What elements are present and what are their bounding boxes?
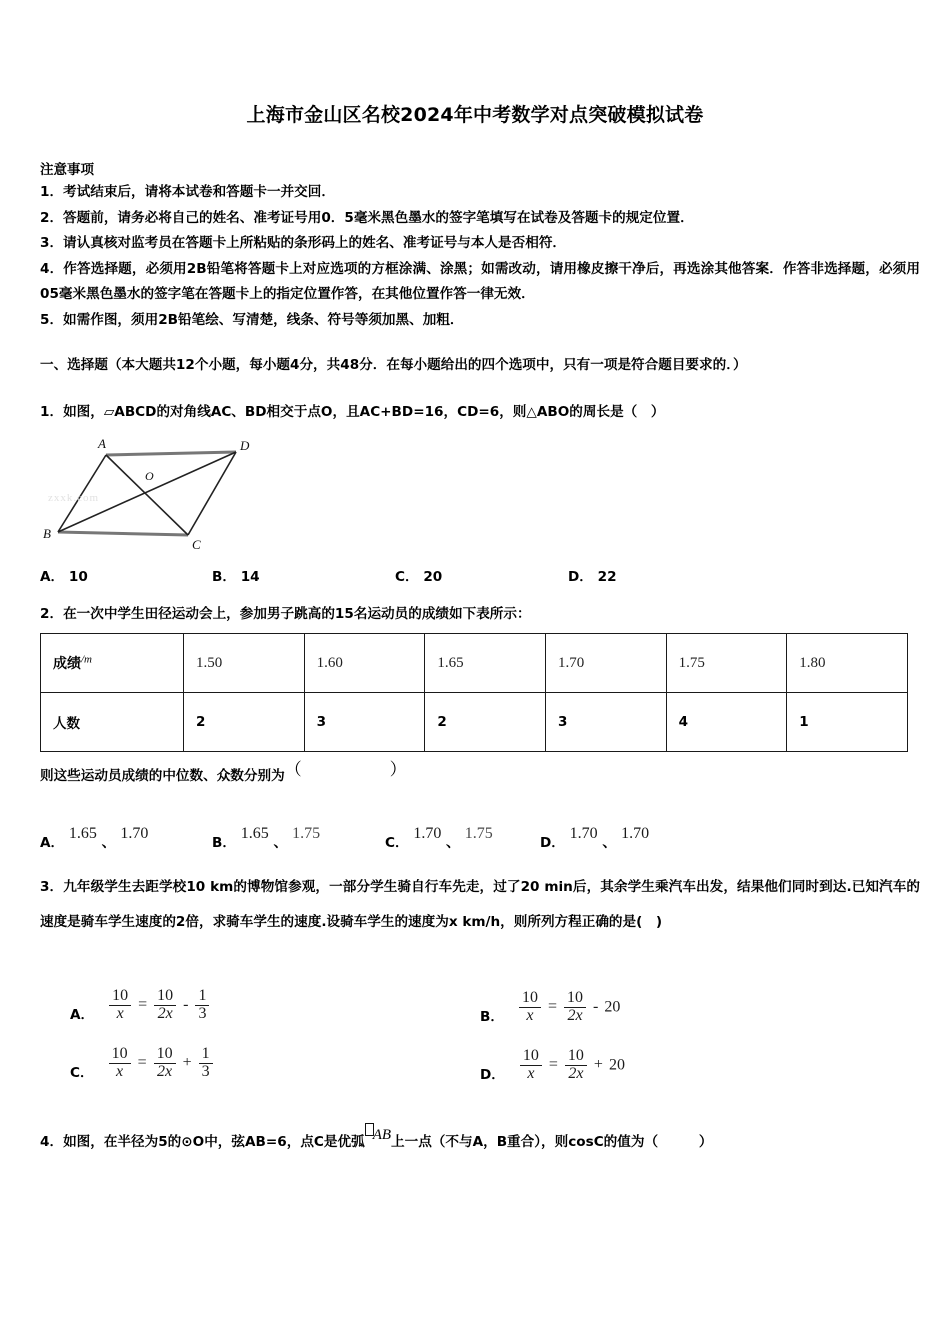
- vertex-label-a: A: [98, 436, 106, 451]
- option-2a-label: A．: [40, 835, 65, 851]
- equals-sign: =: [138, 996, 148, 1014]
- option-1b-value: 14: [240, 569, 260, 585]
- option-1a[interactable]: [40, 565, 88, 585]
- table-row-scores: [41, 634, 908, 693]
- notice-item: 2．答题前，请务必将自己的姓名、准考证号用0．5毫米黑色墨水的签字笔填写在试卷及答题卡的规定位置．: [40, 209, 694, 226]
- question-1-body: 如图，▱ABCD的对角线AC、BD相交于点O，且AC+BD=16，CD=6，则△ABO的周长是（ ）: [63, 404, 665, 420]
- table-row-counts: [41, 693, 908, 752]
- tail-constant: 20: [604, 998, 621, 1016]
- option-1c[interactable]: [395, 565, 442, 585]
- question-2-tail: [40, 757, 640, 790]
- option-2d-second: 1.70: [621, 825, 650, 842]
- arc-ab-symbol: [365, 1123, 391, 1149]
- option-2a-first: 1.65: [68, 825, 97, 842]
- option-2b-label: B．: [212, 835, 236, 851]
- option-1a-value: 10: [68, 569, 88, 585]
- equals-sign: =: [547, 998, 557, 1016]
- notice-list: [40, 180, 920, 333]
- fraction-lhs: $\frac{10}{x}$: [520, 1048, 542, 1083]
- fraction-lhs: $\frac{10}{x}$: [519, 990, 541, 1025]
- fraction-rhs: $\frac{10}{2x}$: [564, 990, 586, 1025]
- count-cell: 2: [425, 693, 546, 752]
- option-2b-first: 1.65: [240, 825, 269, 842]
- count-cell: 3: [545, 693, 666, 752]
- vertex-label-d: D: [240, 438, 250, 453]
- option-3c[interactable]: [70, 1046, 214, 1081]
- option-2d-first: 1.70: [569, 825, 598, 842]
- option-2d-label: D．: [540, 835, 565, 851]
- notice-heading: 注意事项: [40, 162, 94, 178]
- question-4-number: 4．: [40, 1134, 64, 1150]
- notice-item: 4．作答选择题，必须用2B铅笔将答题卡上对应选项的方框涂满、涂黑；如需改动，请用橡皮擦干净后，再选涂其他答案．作答非选择题，必须用05毫米黑色墨水的签字笔在答题卡上的指定位置作答，在其他位置作答一律无效．: [40, 260, 920, 302]
- option-2a-second: 1.70: [120, 825, 149, 842]
- row-header-score: [41, 634, 184, 693]
- operator-sign: -: [593, 998, 599, 1016]
- option-2b[interactable]: [212, 825, 321, 852]
- count-cell: 3: [304, 693, 425, 752]
- operator-sign: -: [183, 996, 189, 1014]
- question-1-stem: [40, 400, 920, 426]
- equals-sign: =: [548, 1056, 558, 1074]
- score-cell: 1.65: [425, 634, 546, 693]
- score-cell: 1.60: [304, 634, 425, 693]
- arc-ab-label: AB: [372, 1127, 392, 1143]
- question-3-body: 九年级学生去距学校10 km的博物馆参观，一部分学生骑自行车先走，过了20 min后，其余学生乘汽车出发，结果他们同时到达.已知汽车的速度是骑车学生速度的2倍，求骑车学生的速度.设骑车学生的速度为x km/h，则所列方程正确的是( ): [40, 879, 920, 930]
- vertex-label-o: O: [145, 469, 154, 483]
- question-2-body: 在一次中学生田径运动会上，参加男子跳高的15名运动员的成绩如下表所示：: [63, 606, 531, 622]
- equals-sign: =: [137, 1054, 147, 1072]
- question-2-answer-paren: （ ）: [284, 760, 425, 779]
- option-2c-first: 1.70: [413, 825, 442, 842]
- option-3a[interactable]: [70, 988, 210, 1023]
- fraction-rhs: $\frac{10}{2x}$: [565, 1048, 587, 1083]
- option-2c-sep: 、: [446, 835, 461, 851]
- option-3d[interactable]: [480, 1048, 625, 1083]
- count-cell: 4: [666, 693, 787, 752]
- watermark: zxxk.com: [48, 492, 100, 504]
- question-3-number: 3．: [40, 879, 64, 895]
- option-2c-label: C．: [385, 835, 409, 851]
- fraction-tail: $\frac{1}{3}$: [199, 1046, 213, 1081]
- page-title: 上海市金山区名校2024年中考数学对点突破模拟试卷: [246, 104, 704, 126]
- question-2-number: 2．: [40, 606, 64, 622]
- option-2b-second: 1.75: [292, 825, 321, 842]
- score-unit: /m: [81, 653, 92, 666]
- option-2d[interactable]: [540, 825, 650, 852]
- fraction-tail: $\frac{1}{3}$: [195, 988, 209, 1023]
- question-1-number: 1．: [40, 404, 64, 420]
- fraction-lhs: $\frac{10}{x}$: [109, 1046, 131, 1081]
- option-1d-value: 22: [597, 569, 617, 585]
- option-1c-label: C．: [395, 569, 419, 585]
- option-2d-sep: 、: [602, 835, 617, 851]
- count-cell: 2: [184, 693, 305, 752]
- question-4-stem: [40, 1127, 930, 1156]
- score-cell: 1.50: [184, 634, 305, 693]
- option-1b[interactable]: [212, 565, 260, 585]
- question-4-body-before: 如图，在半径为5的⊙O中，弦AB=6，点C是优弧: [63, 1134, 365, 1150]
- row-header-count: 人数: [41, 693, 184, 752]
- fraction-lhs: $\frac{10}{x}$: [109, 988, 131, 1023]
- operator-sign: +: [182, 1054, 192, 1072]
- score-cell: 1.75: [666, 634, 787, 693]
- option-1a-label: A．: [40, 569, 65, 585]
- option-3c-label: C．: [70, 1064, 94, 1081]
- notice-item: 1．考试结束后，请将本试卷和答题卡一并交回．: [40, 184, 335, 200]
- vertex-label-c: C: [192, 537, 201, 552]
- notice-item: 3．请认真核对监考员在答题卡上所粘贴的条形码上的姓名、准考证号与本人是否相符．: [40, 235, 567, 251]
- option-1d[interactable]: [568, 565, 617, 585]
- fraction-rhs: $\frac{10}{2x}$: [154, 988, 176, 1023]
- option-2a[interactable]: [40, 825, 149, 852]
- option-1d-label: D．: [568, 569, 593, 585]
- question-2-tail-text: 则这些运动员成绩的中位数、众数分别为: [40, 768, 285, 784]
- operator-sign: +: [593, 1056, 603, 1074]
- option-2c[interactable]: [385, 825, 493, 852]
- question-2-stem: [40, 602, 920, 628]
- option-2c-second: 1.75: [464, 825, 493, 842]
- vertex-label-b: B: [43, 526, 51, 541]
- option-3a-label: A．: [70, 1006, 95, 1023]
- option-3b[interactable]: [480, 990, 620, 1025]
- arc-glyph-box: [365, 1123, 374, 1136]
- option-1c-value: 20: [423, 569, 443, 585]
- tail-constant: 20: [608, 1056, 625, 1074]
- question-4-body-after: 上一点（不与A，B重合），则cosC的值为（ ）: [391, 1134, 713, 1150]
- score-cell: 1.80: [787, 634, 908, 693]
- option-2a-sep: 、: [101, 835, 116, 851]
- option-2b-sep: 、: [273, 835, 288, 851]
- option-1b-label: B．: [212, 569, 236, 585]
- count-cell: 1: [787, 693, 908, 752]
- row-header-score-label: 成绩: [53, 656, 81, 672]
- score-table: [40, 633, 908, 752]
- option-3b-label: B．: [480, 1008, 504, 1025]
- score-cell: 1.70: [545, 634, 666, 693]
- question-2-options: [40, 812, 780, 852]
- option-3d-label: D．: [480, 1066, 505, 1083]
- notice-item: 5．如需作图，须用2B铅笔绘、写清楚，线条、符号等须加黑、加粗．: [40, 311, 464, 328]
- section-heading-choice: 一、选择题（本大题共12个小题，每小题4分，共48分．在每小题给出的四个选项中，只有一项是符合题目要求的．）: [40, 357, 747, 373]
- question-3-stem: [40, 870, 920, 940]
- fraction-rhs: $\frac{10}{2x}$: [154, 1046, 176, 1081]
